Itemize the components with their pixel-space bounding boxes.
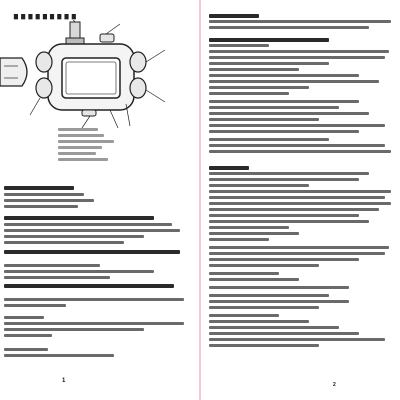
right-page [201,0,400,400]
right-side-button-upper [130,52,146,72]
top-button [100,34,114,42]
bottom-button [82,110,96,116]
left-side-button-upper [36,52,52,72]
right-side-button-lower [130,78,146,98]
left-page-heading: ▇ ▇ ▇ ▇ ▇ ▇ ▇ ▇ ▇ [14,14,77,20]
left-page [0,0,199,400]
left-side-button-lower [36,78,52,98]
side-view-lens [0,58,27,86]
callout-label-list [58,128,128,166]
mount-post [70,22,80,40]
left-page-number: 1 [62,378,66,384]
right-text-body [209,14,395,374]
device-screen [62,58,120,98]
left-text-body [4,186,194,366]
right-page-number: 2 [333,382,336,388]
